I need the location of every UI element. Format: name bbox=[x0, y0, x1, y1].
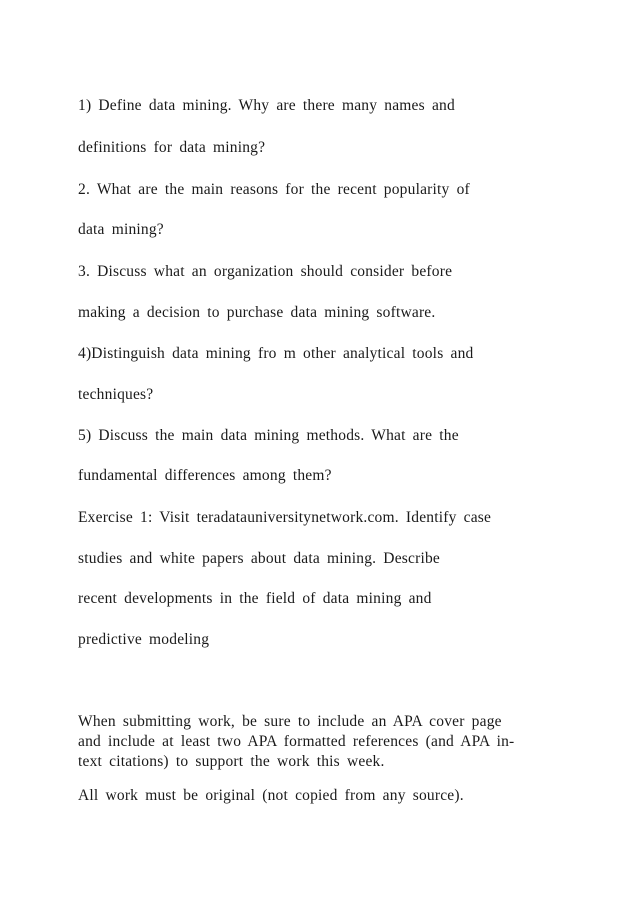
exercise-1-line-2: studies and white papers about data mining. Describe bbox=[78, 550, 440, 567]
question-2-line-1: 2. What are the main reasons for the recent popularity of bbox=[78, 181, 470, 198]
instruction-line-3: text citations) to support the work this week. bbox=[78, 753, 385, 770]
exercise-1-line-4: predictive modeling bbox=[78, 631, 210, 648]
question-1-line-1: 1) Define data mining. Why are there many names and bbox=[78, 97, 455, 114]
question-5-line-1: 5) Discuss the main data mining methods. What are the bbox=[78, 427, 459, 444]
instruction-line-2: and include at least two APA formatted references (and APA in- bbox=[78, 733, 515, 750]
question-1-line-2: definitions for data mining? bbox=[78, 139, 266, 156]
question-2-line-2: data mining? bbox=[78, 221, 164, 238]
question-3-line-2: making a decision to purchase data mining software. bbox=[78, 304, 436, 321]
instruction-line-1: When submitting work, be sure to include an APA cover page bbox=[78, 713, 502, 730]
question-3-line-1: 3. Discuss what an organization should consider before bbox=[78, 263, 453, 280]
exercise-1-line-3: recent developments in the field of data mining and bbox=[78, 590, 432, 607]
exercise-1-line-1: Exercise 1: Visit teradatauniversitynetwork.com. Identify case bbox=[78, 509, 492, 526]
question-4-line-2: techniques? bbox=[78, 386, 154, 403]
instruction-line-4: All work must be original (not copied from any source). bbox=[78, 787, 464, 804]
question-4-line-1: 4)Distinguish data mining fro m other analytical tools and bbox=[78, 345, 474, 362]
question-5-line-2: fundamental differences among them? bbox=[78, 467, 332, 484]
